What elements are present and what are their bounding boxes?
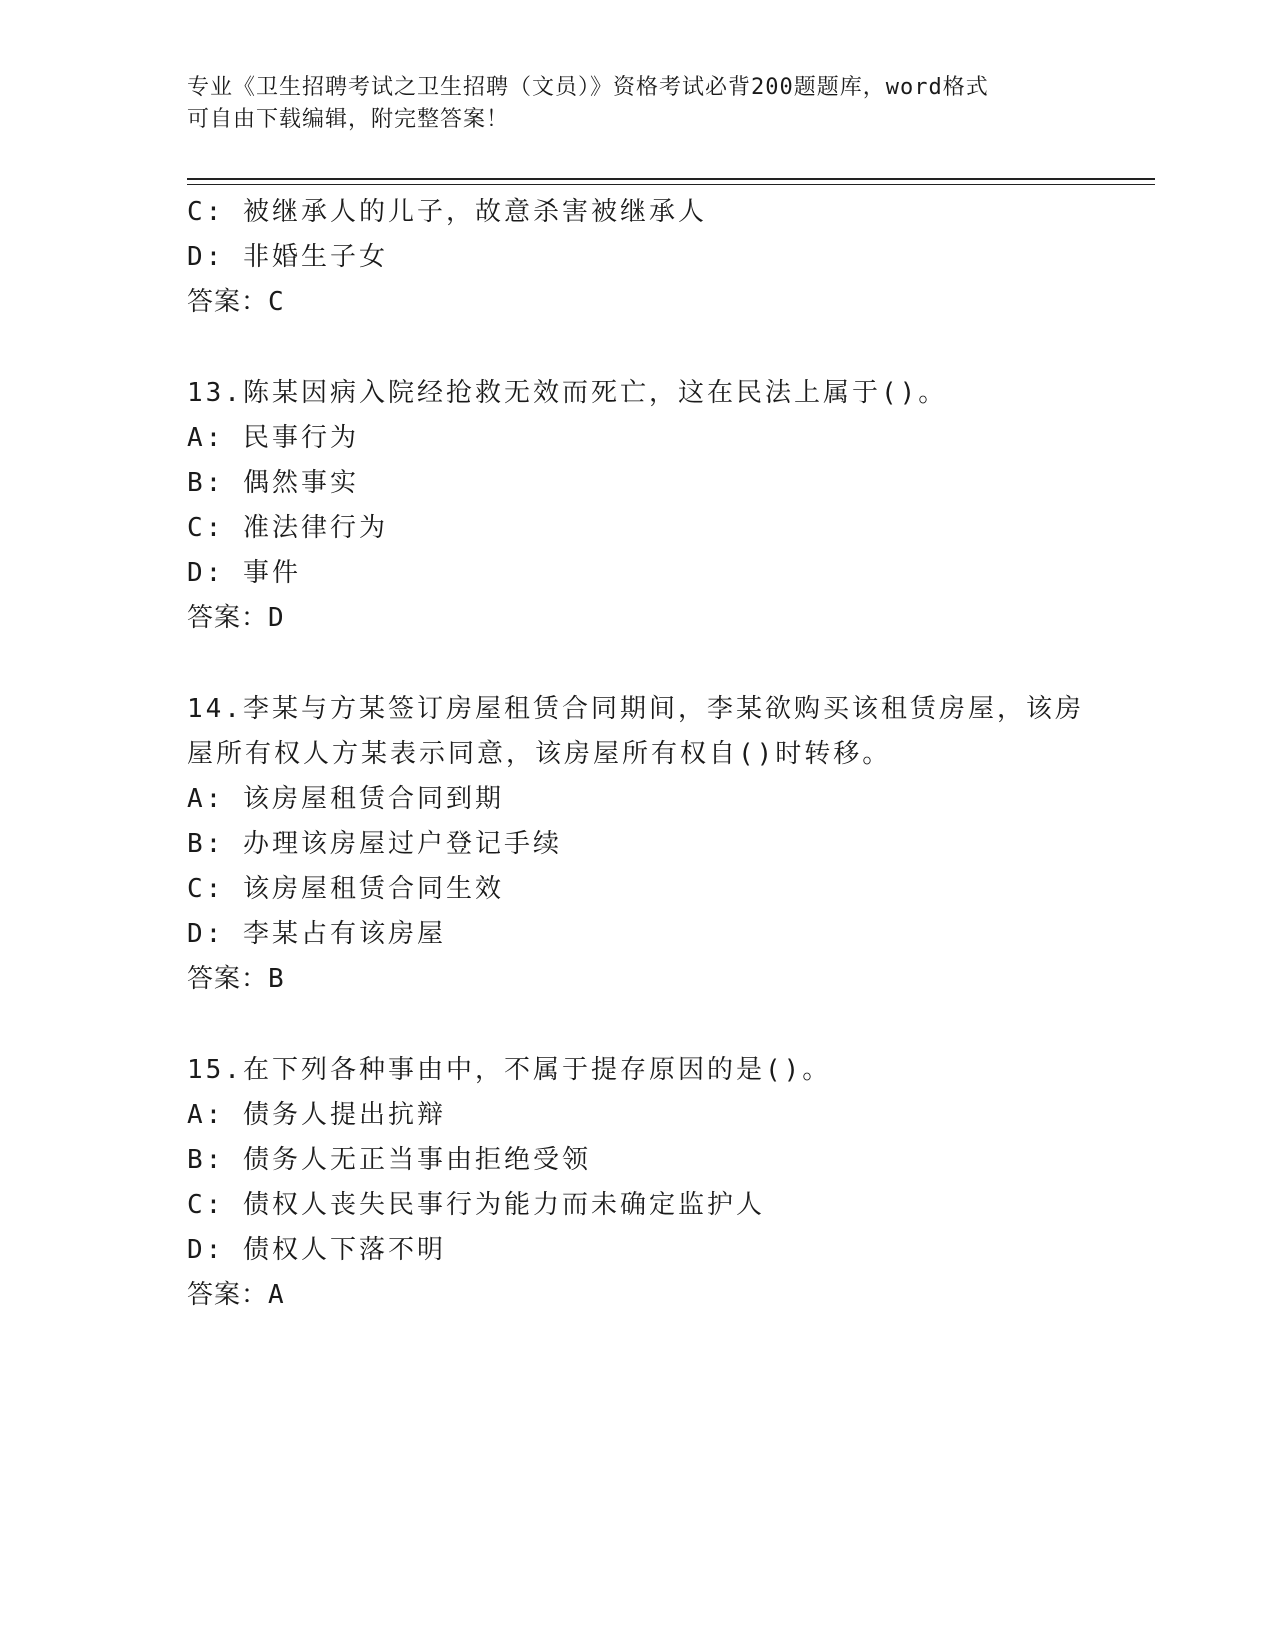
header-divider-thick (187, 178, 1155, 180)
question-content (187, 190, 1147, 1318)
question-block-15 (187, 1048, 1147, 1318)
option-b: B: 办理该房屋过户登记手续 (187, 829, 562, 859)
prev-option-d: D: 非婚生子女 (187, 242, 388, 272)
spacer (187, 641, 1147, 687)
answer-line: 答案：A (187, 1280, 285, 1310)
question-block-13 (187, 371, 1147, 641)
header-divider-thin (187, 184, 1155, 185)
spacer (187, 325, 1147, 371)
option-a: A: 民事行为 (187, 423, 359, 453)
spacer (187, 1002, 1147, 1048)
option-d: D: 债权人下落不明 (187, 1235, 446, 1265)
option-d: D: 李某占有该房屋 (187, 919, 446, 949)
answer-line: 答案：B (187, 964, 285, 994)
document-header (187, 72, 1087, 136)
question-block-14 (187, 687, 1147, 1002)
option-b: B: 债务人无正当事由拒绝受领 (187, 1145, 591, 1175)
question-text: 15.在下列各种事由中，不属于提存原因的是()。 (187, 1055, 832, 1085)
option-b: B: 偶然事实 (187, 468, 359, 498)
header-title-line-2: 可自由下载编辑，附完整答案！ (187, 107, 510, 132)
option-c: C: 该房屋租赁合同生效 (187, 874, 504, 904)
option-a: A: 债务人提出抗辩 (187, 1100, 446, 1130)
prev-option-c: C: 被继承人的儿子，故意杀害被继承人 (187, 197, 707, 227)
option-a: A: 该房屋租赁合同到期 (187, 784, 504, 814)
question-text-line-2: 屋所有权人方某表示同意，该房屋所有权自()时转移。 (187, 739, 892, 769)
header-title-line-1: 专业《卫生招聘考试之卫生招聘（文员）》资格考试必背200题题库，word格式 (187, 75, 989, 100)
option-d: D: 事件 (187, 558, 301, 588)
answer-line: 答案：D (187, 603, 285, 633)
option-c: C: 准法律行为 (187, 513, 388, 543)
option-c: C: 债权人丧失民事行为能力而未确定监护人 (187, 1190, 765, 1220)
question-text-line-1: 14.李某与方某签订房屋租赁合同期间，李某欲购买该租赁房屋，该房 (187, 694, 1084, 724)
prev-answer: 答案：C (187, 287, 285, 317)
question-text: 13.陈某因病入院经抢救无效而死亡，这在民法上属于()。 (187, 378, 948, 408)
